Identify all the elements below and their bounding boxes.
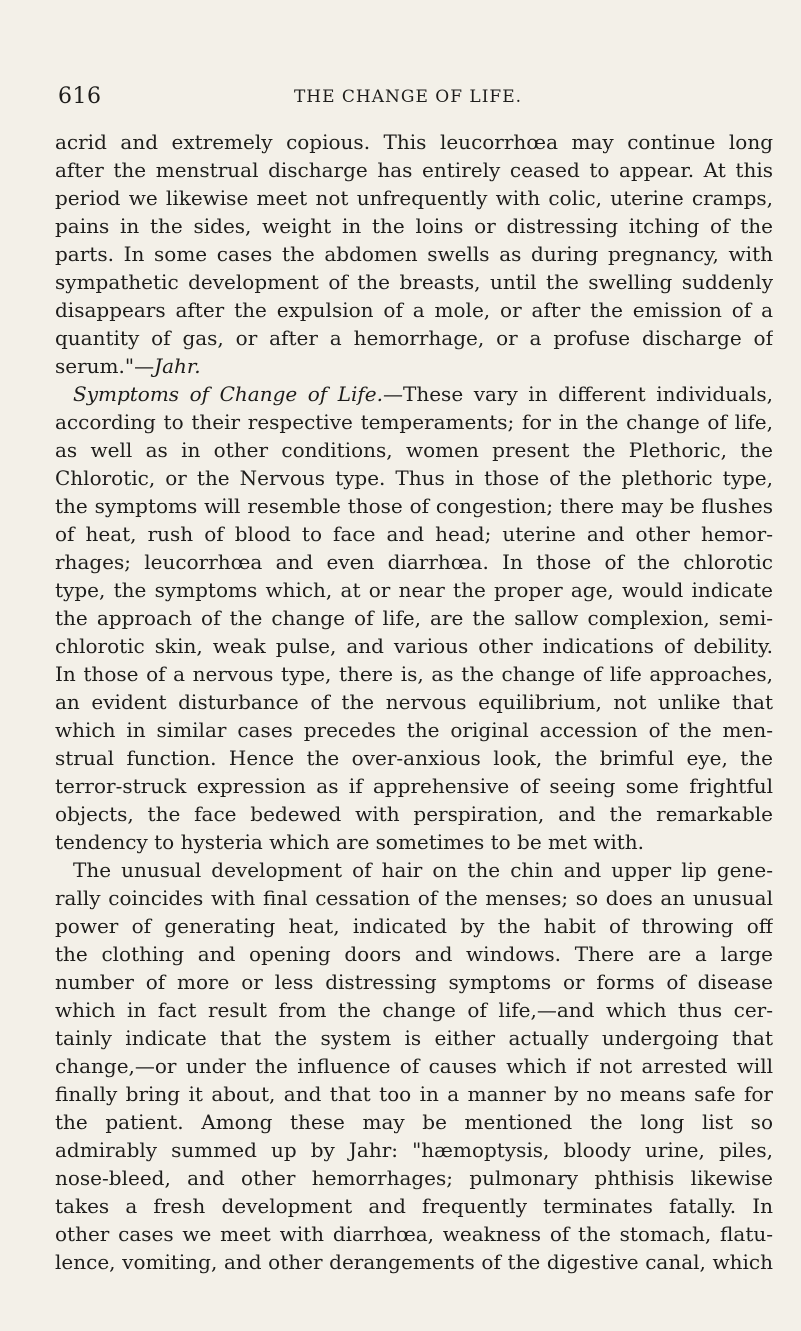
text-line: strual function. Hence the over-anxious look, the brimful eye, the [55, 746, 773, 770]
text-line: an evident disturbance of the nervous equilibrium, not unlike that [55, 690, 773, 714]
text-line: admirably summed up by Jahr: "hæmoptysis, bloody urine, piles, [55, 1138, 773, 1162]
text-line: In those of a nervous type, there is, as the change of life approaches, [55, 662, 773, 686]
text-line: Chlorotic, or the Nervous type. Thus in those of the plethoric type, [55, 466, 773, 490]
section-heading: Symptoms of Change of Life. [73, 382, 383, 406]
text-line: type, the symptoms which, at or near the proper age, would indicate [55, 578, 773, 602]
text-line: according to their respective temperaments; for in the change of life, [55, 410, 773, 434]
body-text [55, 128, 773, 1276]
text-line: the approach of the change of life, are the sallow complexion, semi- [55, 606, 773, 630]
text-line: the clothing and opening doors and windows. There are a large [55, 942, 773, 966]
text-line: nose-bleed, and other hemorrhages; pulmonary phthisis likewise [55, 1166, 773, 1190]
text-line: sympathetic development of the breasts, until the swelling suddenly [55, 270, 773, 294]
text-line: pains in the sides, weight in the loins or distressing itching of the [55, 214, 773, 238]
text-line: the symptoms will resemble those of congestion; there may be flushes [55, 494, 773, 518]
text-line: which in fact result from the change of life,—and which thus cer- [55, 998, 773, 1022]
text-line: parts. In some cases the abdomen swells as during pregnancy, with [55, 242, 773, 266]
text-line: chlorotic skin, weak pulse, and various other indications of debility. [55, 634, 773, 658]
text-line: takes a fresh development and frequently terminates fatally. In [55, 1194, 773, 1218]
text-line: period we likewise meet not unfrequently with colic, uterine cramps, [55, 186, 773, 210]
text-line: the patient. Among these may be mentioned the long list so [55, 1110, 773, 1134]
text-line: number of more or less distressing symptoms or forms of disease [55, 970, 773, 994]
text-line: acrid and extremely copious. This leucorrhœa may continue long [55, 130, 773, 154]
section-heading-line: Symptoms of Change of Life.—These vary in different individuals, [73, 382, 773, 406]
text-line: which in similar cases precedes the original accession of the men- [55, 718, 773, 742]
text-line: finally bring it about, and that too in a manner by no means safe for [55, 1082, 773, 1106]
text-line: lence, vomiting, and other derangements of the digestive canal, which [55, 1250, 773, 1274]
text-line: quantity of gas, or after a hemorrhage, or a profuse discharge of [55, 326, 773, 350]
text-line: rally coincides with final cessation of the menses; so does an unusual [55, 886, 773, 910]
text-line: as well as in other conditions, women present the Plethoric, the [55, 438, 773, 462]
text-line: of heat, rush of blood to face and head; uterine and other hemor- [55, 522, 773, 546]
text-line: serum."—Jahr. [55, 354, 201, 378]
text-line: power of generating heat, indicated by the habit of throwing off [55, 914, 773, 938]
text-line: objects, the face bedewed with perspiration, and the remarkable [55, 802, 773, 826]
text-line: disappears after the expulsion of a mole, or after the emission of a [55, 298, 773, 322]
text-line: terror-struck expression as if apprehensive of seeing some frightful [55, 774, 773, 798]
page-header [58, 84, 758, 110]
text-line: change,—or under the influence of causes which if not arrested will [55, 1054, 773, 1078]
text-line: tainly indicate that the system is either actually undergoing that [55, 1026, 773, 1050]
text-line: other cases we meet with diarrhœa, weakness of the stomach, flatu- [55, 1222, 773, 1246]
page-number: 616 [58, 84, 102, 109]
text-line: The unusual development of hair on the chin and upper lip gene- [73, 858, 773, 882]
text-line: tendency to hysteria which are sometimes to be met with. [55, 830, 645, 854]
text-line: after the menstrual discharge has entirely ceased to appear. At this [55, 158, 773, 182]
running-head: THE CHANGE OF LIFE. [293, 87, 523, 107]
text-line: rhages; leucorrhœa and even diarrhœa. In those of the chlorotic [55, 550, 773, 574]
author-citation: Jahr. [154, 354, 201, 378]
